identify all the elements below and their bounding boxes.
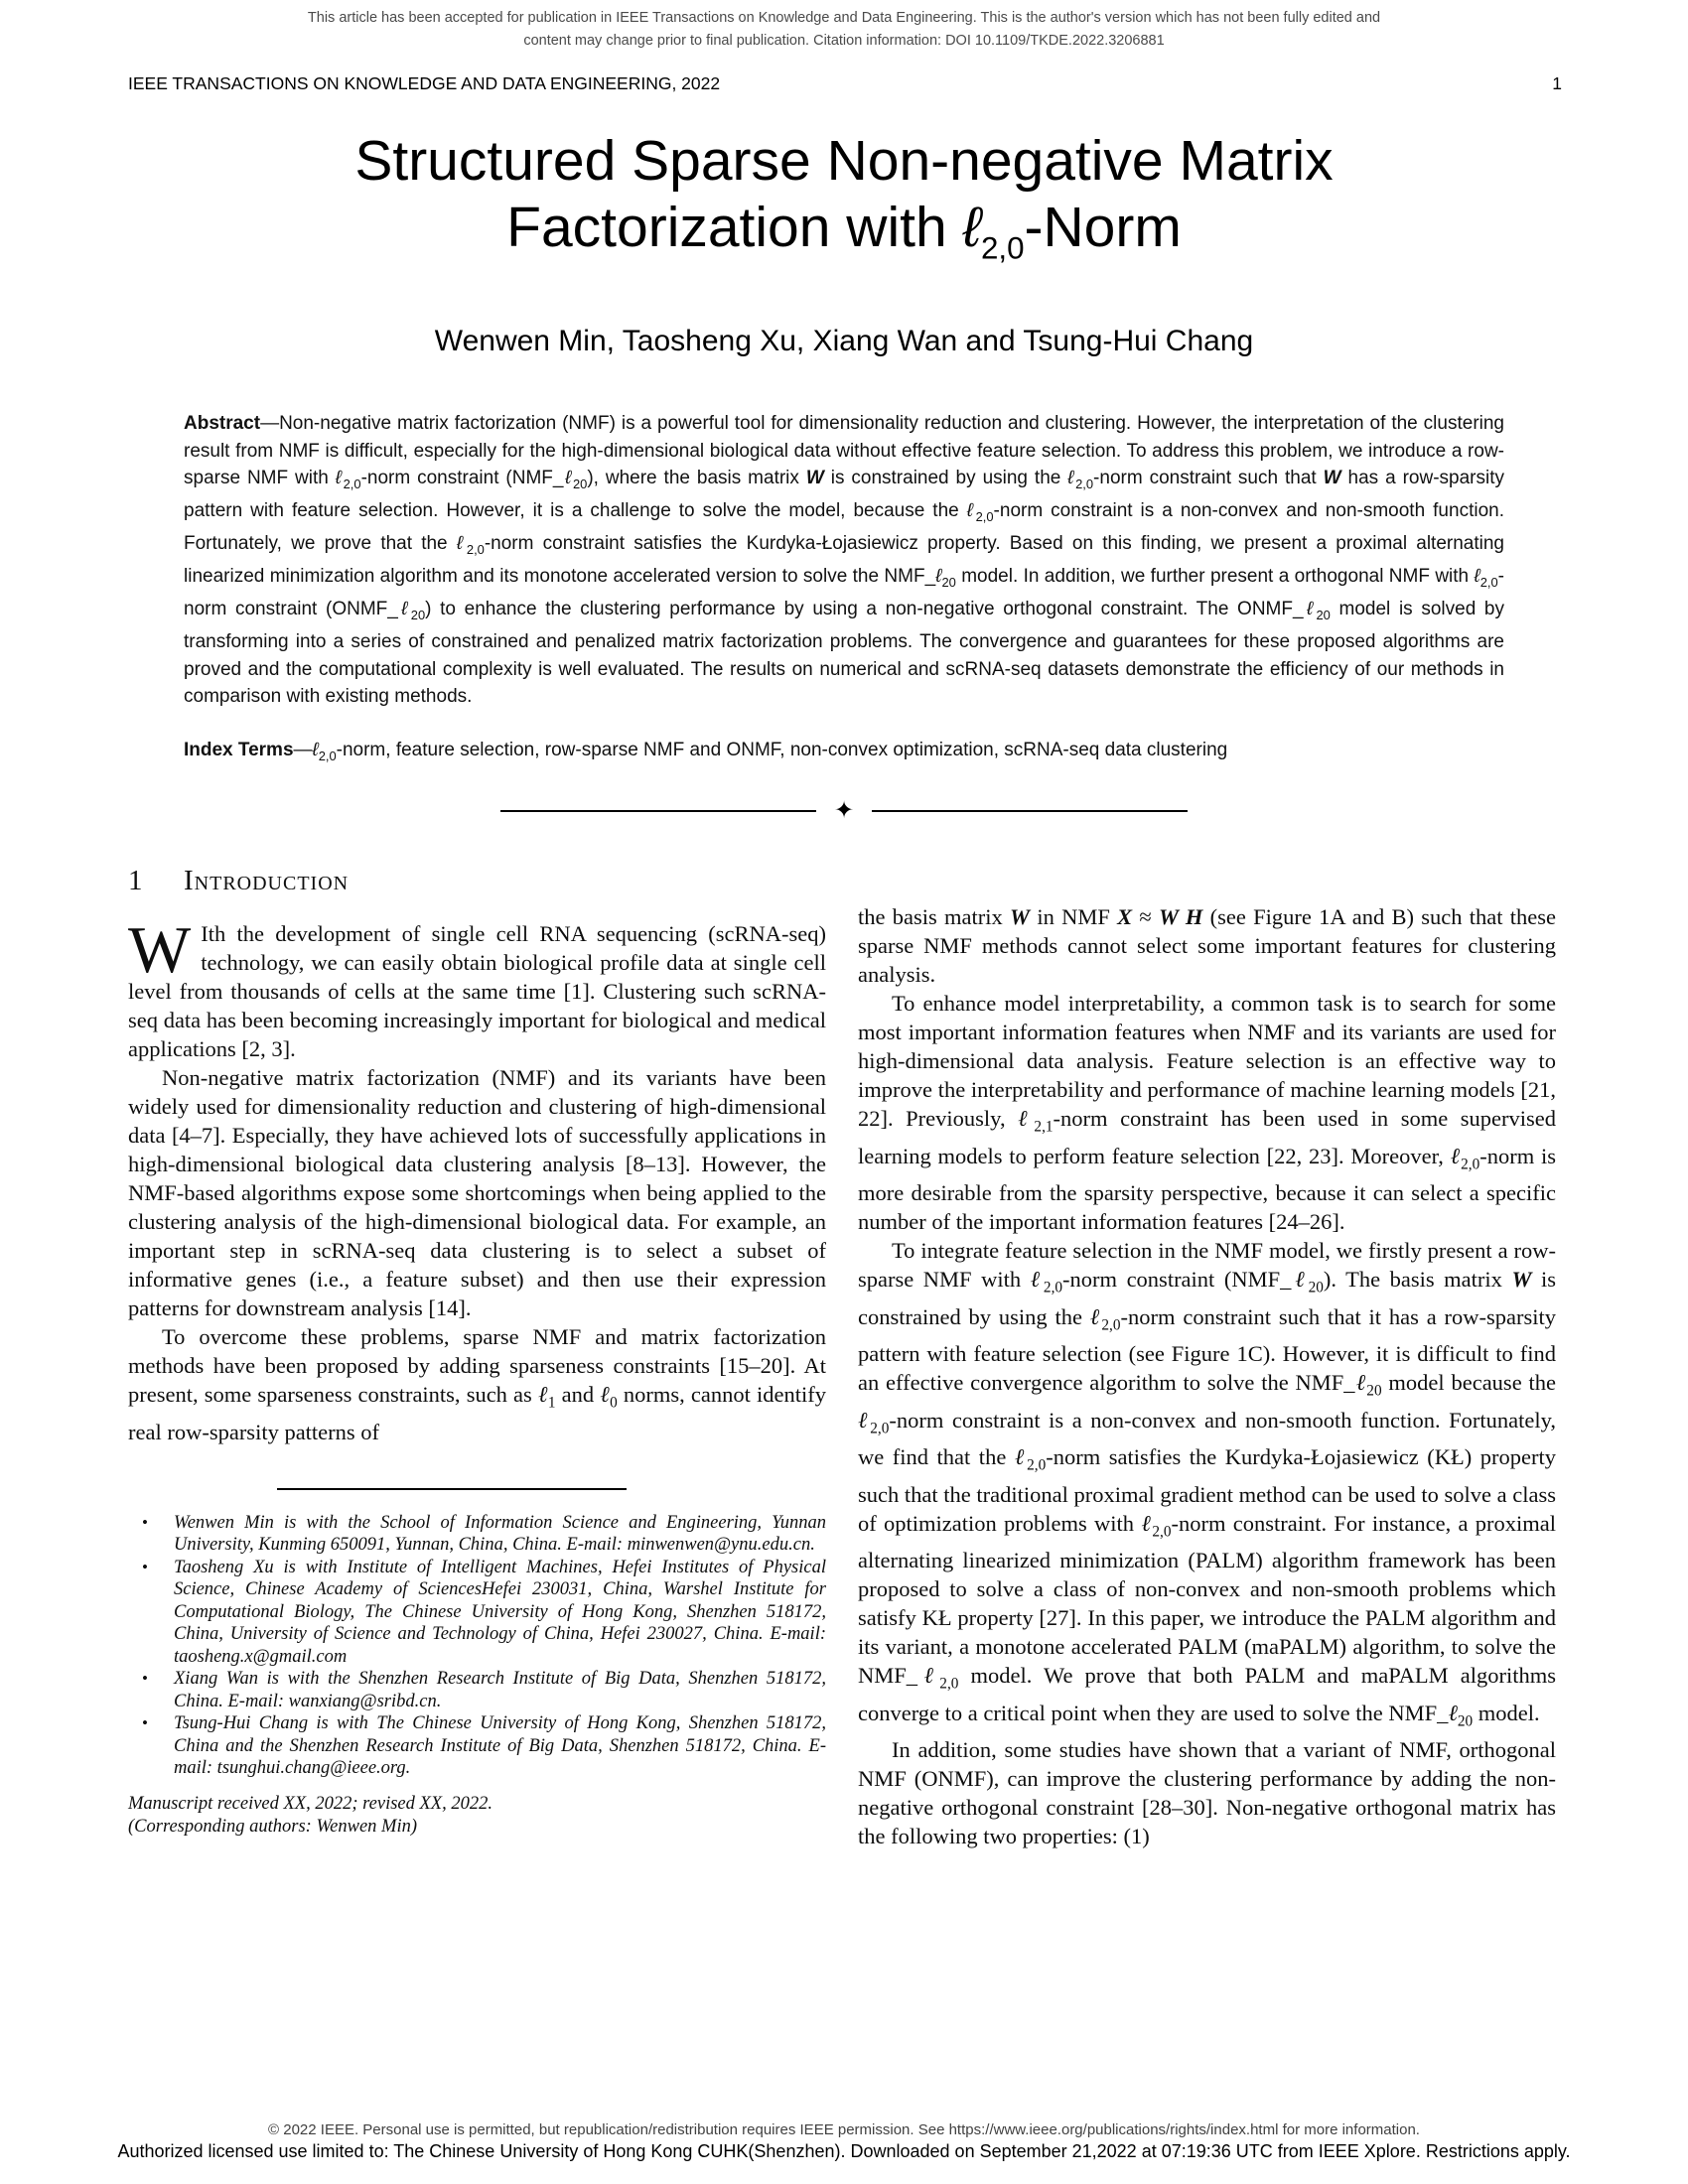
page-footer <box>0 2121 1688 2162</box>
right-paragraph-1: the basis matrix W in NMF X ≈ W H (see Figure 1A and B) such that these sparse NMF methods cannot select some important features for clustering analysis. <box>858 904 1556 988</box>
intro-paragraph-1 <box>128 913 826 1063</box>
right-paragraph-2: To enhance model interpretability, a common task is to search for some most important information features when NMF and its variants are used for high-dimensional data analysis. Feature selection is an effective way to improve the interpretability and performance of machine learning models [21, 22]. Previously, ℓ$_{2,1}$-norm constraint has been used in some supervised learning models to perform feature selection [22, 23]. Moreover, ℓ$_{2,0}$-norm is more desirable from the sparsity perspective, because it can select a specific number of the important information features [24–26]. <box>858 991 1557 1235</box>
journal-name: IEEE TRANSACTIONS ON KNOWLEDGE AND DATA ENGINEERING, 2022 <box>128 73 721 93</box>
right-paragraph-4: In addition, some studies have shown that a variant of NMF, orthogonal NMF (ONMF), can improve the clustering performance by adding the non-negative orthogonal constraint [28–30]. Non-negative orthogonal matrix has the following two properties: (1) <box>858 1737 1556 1849</box>
manuscript-received: Manuscript received XX, 2022; revised XX, 2022. <box>128 1793 492 1814</box>
bullet-icon: • <box>142 1713 148 1733</box>
footer-license: Authorized licensed use limited to: The Chinese University of Hong Kong CUHK(Shenzhen). Downloaded on September 21,2022 at 07:19:36 UTC from IEEE Xplore. Restrictions apply. <box>117 2141 1571 2161</box>
divider-line-left <box>500 810 816 812</box>
two-column-body <box>128 867 1560 1850</box>
footnote-item-2 <box>128 1557 826 1669</box>
running-header <box>128 73 1562 94</box>
title-line-1: Structured Sparse Non-negative Matrix <box>354 129 1334 193</box>
bullet-icon: • <box>142 1557 148 1576</box>
left-column <box>128 867 826 1850</box>
manuscript-note <box>128 1793 826 1840</box>
intro-paragraph-1-text: Ith the development of single cell RNA sequencing (scRNA-seq) technology, we can easily obtain biological profile data at single cell level from thousands of cells at the same time [1]. Clustering such scRNA-seq data has been becoming increasingly important for biological and medical applications [2, 3]. <box>128 921 826 1062</box>
section-heading-introduction <box>128 867 826 895</box>
footer-copyright: © 2022 IEEE. Personal use is permitted, but republication/redistribution requires IEEE permission. See https://www.ieee.org/publications/rights/index.html for more information. <box>268 2121 1420 2138</box>
index-terms: Index Terms—ℓ$_{2,0}$-norm, feature selection, row-sparse NMF and ONMF, non-convex optimization, scRNA-seq data clustering <box>184 740 1228 764</box>
section-title: Introduction <box>184 865 350 897</box>
paper-title <box>0 128 1688 281</box>
corresponding-authors: (Corresponding authors: Wenwen Min) <box>128 1817 418 1838</box>
right-paragraph-3: To integrate feature selection in the NMF model, we firstly present a row-sparse NMF with ℓ$_{2,0}$-norm constraint (NMF_ℓ$_{20}$). The basis matrix W is constrained by using the ℓ$_{2,0}$-norm constraint such that it has a row-sparsity pattern with feature selection (see Figure 1C). However, it is difficult to find an effective convergence algorithm to solve the NMF_ℓ$_{20}$ model because the ℓ$_{2,0}$-norm constraint is a non-convex and non-smooth function. Fortunately, we find that the ℓ$_{2,0}$-norm satisfies the Kurdyka-Łojasiewicz (KŁ) property such that the traditional proximal gradient method can be used to solve a class of optimization problems with ℓ$_{2,0}$-norm constraint. For instance, a proximal alternating linearized minimization (PALM) algorithm framework has been proposed to solve a class of non-convex and non-smooth problems which satisfy KŁ property [27]. In this paper, we introduce the PALM algorithm and its variant, a monotone accelerated PALM (maPALM) algorithm, to solve the NMF_ℓ$_{2,0}$ model. We prove that both PALM and maPALM algorithms converge to a critical point when they are used to solve the NMF_ℓ$_{20}$ model. <box>858 1238 1557 1730</box>
section-number: 1 <box>128 865 144 897</box>
title-line-2: Factorization with ℓ$_{2,0}$-Norm <box>506 196 1182 266</box>
authors-line: Wenwen Min, Taosheng Xu, Xiang Wan and Tsung-Hui Chang <box>434 325 1254 358</box>
footnote-item-1 <box>128 1512 826 1557</box>
bullet-icon: • <box>142 1512 148 1532</box>
intro-paragraph-2: Non-negative matrix factorization (NMF) and its variants have been widely used for dimensionality reduction and clustering of high-dimensional data [4–7]. Especially, they have achieved lots of successfully applications in high-dimensional biological data clustering analysis [8–13]. However, the NMF-based algorithms expose some shortcomings when being applied to the clustering analysis of the high-dimensional biological data. For example, an important step in scRNA-seq data clustering is to select a subset of informative genes (i.e., a feature subset) and then use their expression patterns for downstream analysis [14]. <box>128 1065 826 1321</box>
abstract-paragraph: Abstract—Non-negative matrix factorization (NMF) is a powerful tool for dimensionality reduction and clustering. However, the interpretation of the clustering result from NMF is difficult, especially for the high-dimensional biological data without effective feature selection. To address this problem, we introduce a row-sparse NMF with ℓ$_{2,0}$-norm constraint (NMF_ℓ$_{20}$), where the basis matrix W is constrained by using the ℓ$_{2,0}$-norm constraint such that W has a row-sparsity pattern with feature selection. However, it is a challenge to solve the model, because the ℓ$_{2,0}$-norm constraint is a non-convex and non-smooth function. Fortunately, we prove that the ℓ$_{2,0}$-norm constraint satisfies the Kurdyka-Łojasiewicz property. Based on this finding, we present a proximal alternating linearized minimization algorithm and its monotone accelerated version to solve the NMF_ℓ$_{20}$ model. In addition, we further present a orthogonal NMF with ℓ$_{2,0}$-norm constraint (ONMF_ℓ$_{20}$) to enhance the clustering performance by using a non-negative orthogonal constraint. The ONMF_ℓ$_{20}$ model is solved by transforming into a series of constrained and penalized matrix factorization problems. The convergence and guarantees for these proposed algorithms are proved and the computational complexity is well evaluated. The results on numerical and scRNA-seq datasets demonstrate the efficiency of our methods in comparison with existing methods. <box>184 413 1504 708</box>
divider-line-right <box>872 810 1188 812</box>
right-column <box>858 867 1556 1850</box>
page-number: 1 <box>1552 73 1562 93</box>
acceptance-notice <box>0 0 1688 53</box>
footnote-text: Xiang Wan is with the Shenzhen Research Institute of Big Data, Shenzhen 518172, China. E-mail: wanxiang@sribd.cn. <box>174 1669 826 1711</box>
diamond-icon: ✦ <box>833 798 855 825</box>
notice-line-2: content may change prior to final publication. Citation information: DOI 10.1109/TKDE.2022.3206881 <box>523 33 1165 49</box>
footnote-text: Tsung-Hui Chang is with The Chinese University of Hong Kong, Shenzhen 518172, China and the Shenzhen Research Institute of Big Data, Shenzhen 518172, China. E-mail: tsunghui.chang@ieee.org. <box>174 1713 826 1779</box>
drop-cap: W <box>128 913 192 988</box>
footnote-item-4 <box>128 1712 826 1780</box>
footnote-text: Taosheng Xu is with Institute of Intelligent Machines, Hefei Institutes of Physical Science, Chinese Academy of SciencesHefei 230031, China, Warshel Institute for Computational Biology, The Chinese University of Hong Kong, Shenzhen 518172, China, University of Science and Technology of China, Hefei 230027, China. E-mail: taosheng.x@gmail.com <box>174 1557 826 1667</box>
footnote-text: Wenwen Min is with the School of Information Science and Engineering, Yunnan University, Kunming 650091, Yunnan, China, China. E-mail: minwenwen@ynu.edu.cn. <box>174 1512 826 1556</box>
footnote-list <box>128 1512 826 1780</box>
footnote-rule <box>277 1488 627 1490</box>
notice-line-1: This article has been accepted for publication in IEEE Transactions on Knowledge and Data Engineering. This is the author's version which has not been fully edited and <box>307 10 1381 26</box>
intro-paragraph-3: To overcome these problems, sparse NMF and matrix factorization methods have been proposed by adding sparseness constraints [15–20]. At present, some sparseness constraints, such as ℓ$_1$ and ℓ$_0$ norms, cannot identify real row-sparsity patterns of <box>128 1324 826 1444</box>
bullet-icon: • <box>142 1669 148 1689</box>
footnote-item-3 <box>128 1668 826 1712</box>
section-divider <box>0 799 1688 823</box>
